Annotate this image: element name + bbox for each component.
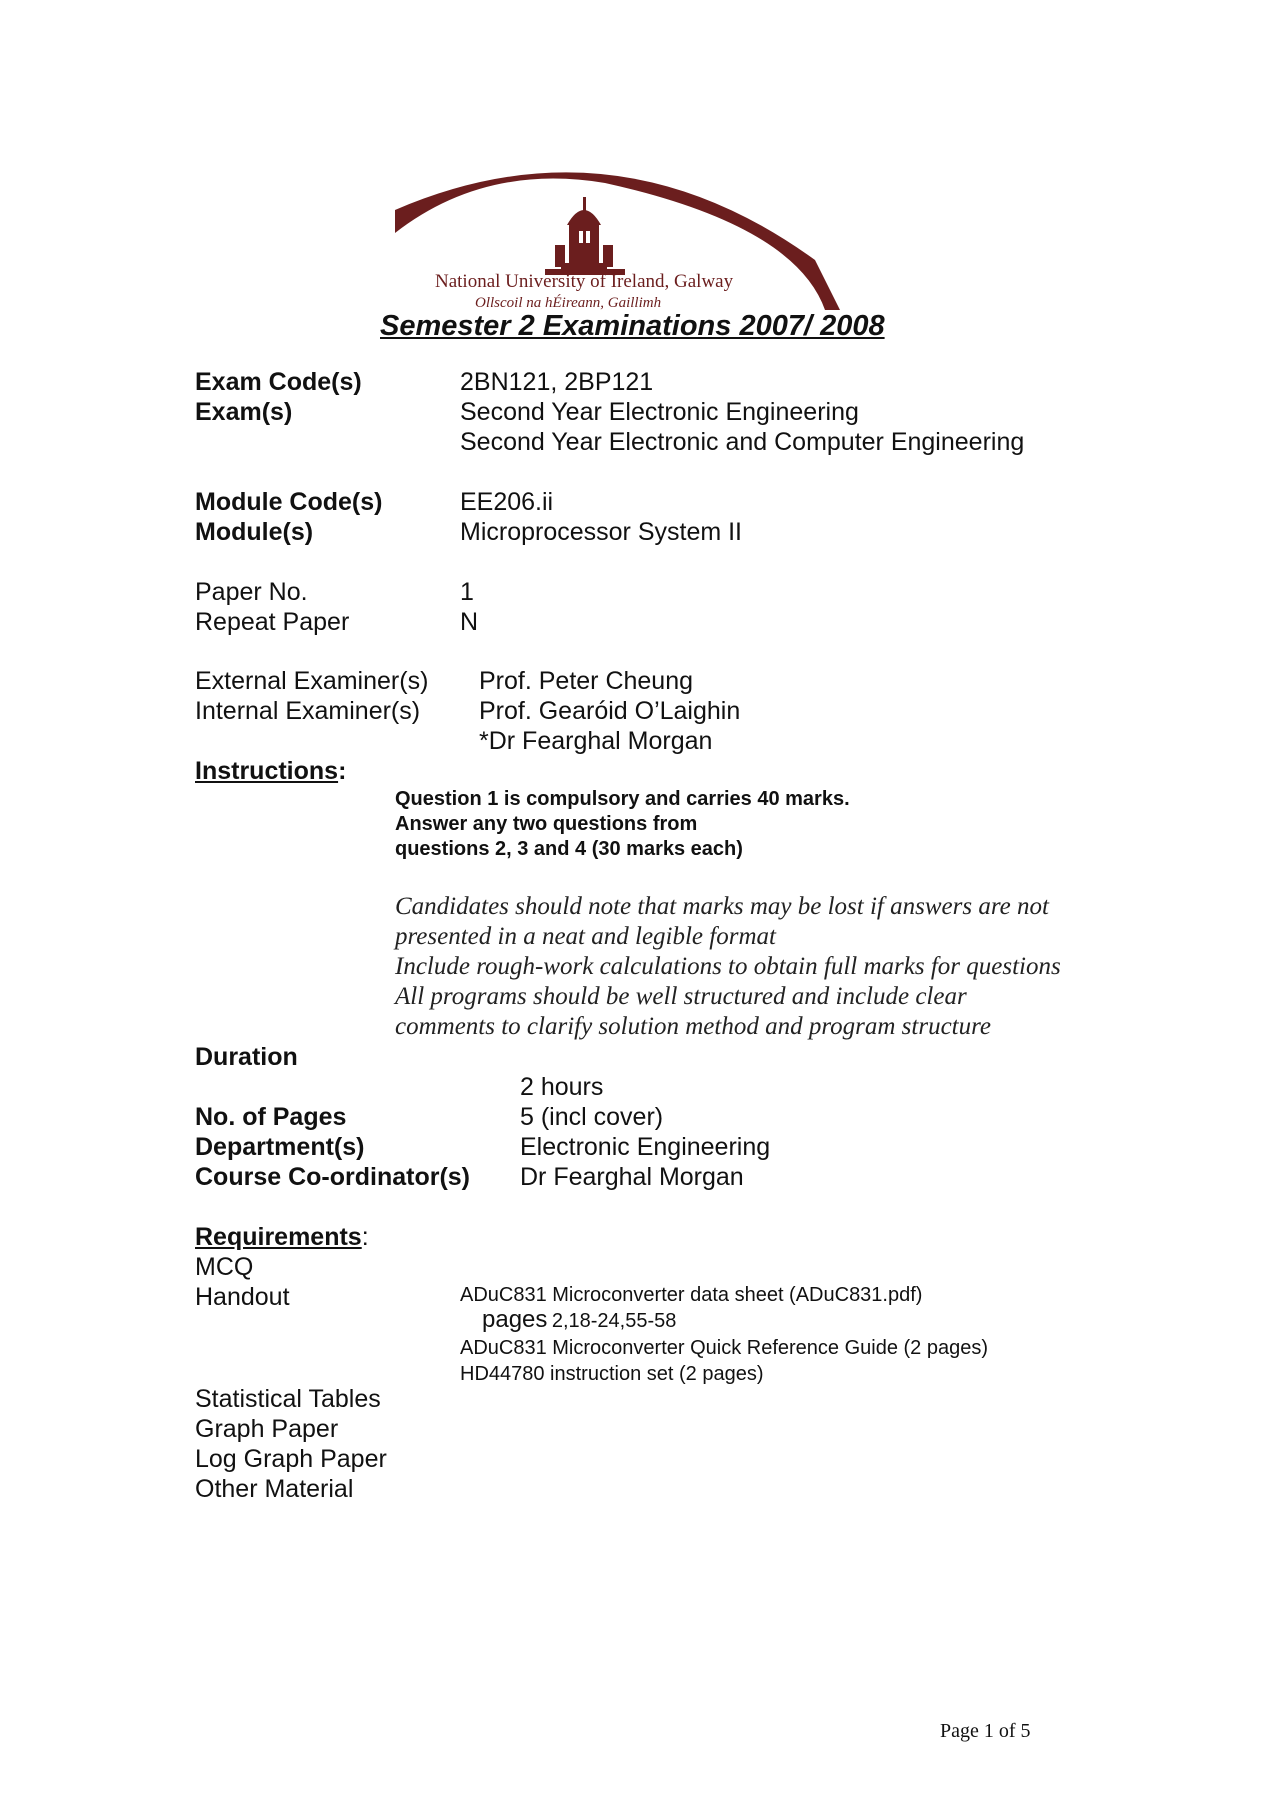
requirements-heading [195, 1222, 369, 1252]
department-value: Electronic Engineering [520, 1133, 771, 1161]
repeat-paper-value: N [460, 608, 479, 636]
module-value: Microprocessor System II [460, 518, 743, 546]
instruction-note-2: presented in a neat and legible format [395, 923, 776, 950]
department-label: Department(s) [195, 1133, 365, 1161]
pages-value: 5 (incl cover) [520, 1103, 664, 1131]
instruction-note-3: Include rough-work calculations to obtain full marks for questions [395, 953, 1061, 980]
internal-examiner-value-1: Prof. Gearóid O’Laighin [479, 697, 741, 725]
instructions-heading [195, 756, 346, 786]
requirements-label: Requirements [195, 1223, 362, 1251]
other-material-label: Other Material [195, 1475, 354, 1503]
tower-icon [545, 197, 625, 275]
statistical-tables-label: Statistical Tables [195, 1385, 381, 1413]
module-code-value: EE206.ii [460, 488, 554, 516]
exam-label: Exam(s) [195, 398, 293, 426]
exam-code-value: 2BN121, 2BP121 [460, 368, 654, 396]
handout-pages-nums: 2,18-24,55-58 [551, 1310, 677, 1332]
coordinator-value: Dr Fearghal Morgan [520, 1163, 744, 1191]
instructions-colon: : [338, 757, 347, 785]
duration-value: 2 hours [520, 1073, 604, 1101]
coordinator-label: Course Co-ordinator(s) [195, 1163, 470, 1191]
university-logo [395, 155, 895, 315]
module-label: Module(s) [195, 518, 314, 546]
graph-paper-label: Graph Paper [195, 1415, 339, 1443]
logo-name: National University of Ireland, Galway [435, 271, 734, 292]
pages-label: No. of Pages [195, 1103, 347, 1131]
handout-pages [482, 1307, 676, 1336]
logo-irish: Ollscoil na hÉireann, Gaillimh [475, 295, 662, 311]
paper-no-value: 1 [460, 578, 474, 606]
external-examiner-label: External Examiner(s) [195, 667, 429, 695]
handout-line-1: ADuC831 Microconverter data sheet (ADuC831.pdf) [460, 1284, 923, 1306]
internal-examiner-label: Internal Examiner(s) [195, 697, 421, 725]
module-code-label: Module Code(s) [195, 488, 383, 516]
internal-examiner-value-2: *Dr Fearghal Morgan [479, 727, 713, 755]
paper-no-label: Paper No. [195, 578, 308, 606]
page-footer: Page 1 of 5 [940, 1720, 1031, 1742]
exam-code-label: Exam Code(s) [195, 368, 362, 396]
instruction-note-1: Candidates should note that marks may be lost if answers are not [395, 893, 1049, 920]
exam-value-1: Second Year Electronic Engineering [460, 398, 859, 426]
instructions-label: Instructions [195, 757, 339, 785]
instruction-note-4: All programs should be well structured and include clear [395, 983, 967, 1010]
handout-line-3: HD44780 instruction set (2 pages) [460, 1363, 764, 1385]
log-graph-paper-label: Log Graph Paper [195, 1445, 387, 1473]
external-examiner-value: Prof. Peter Cheung [479, 667, 694, 695]
requirements-colon: : [361, 1223, 369, 1251]
instruction-line-1: Question 1 is compulsory and carries 40 marks. [395, 788, 850, 810]
mcq-label: MCQ [195, 1253, 254, 1281]
repeat-paper-label: Repeat Paper [195, 608, 350, 636]
page-title: Semester 2 Examinations 2007/ 2008 [380, 310, 885, 342]
duration-label: Duration [195, 1043, 298, 1071]
instruction-line-3: questions 2, 3 and 4 (30 marks each) [395, 838, 743, 860]
instruction-line-2: Answer any two questions from [395, 813, 698, 835]
handout-pages-word: pages [482, 1306, 548, 1333]
handout-label: Handout [195, 1283, 290, 1311]
exam-value-2: Second Year Electronic and Computer Engineering [460, 428, 1025, 456]
handout-line-2: ADuC831 Microconverter Quick Reference Guide (2 pages) [460, 1337, 989, 1359]
instruction-note-5: comments to clarify solution method and program structure [395, 1013, 992, 1040]
